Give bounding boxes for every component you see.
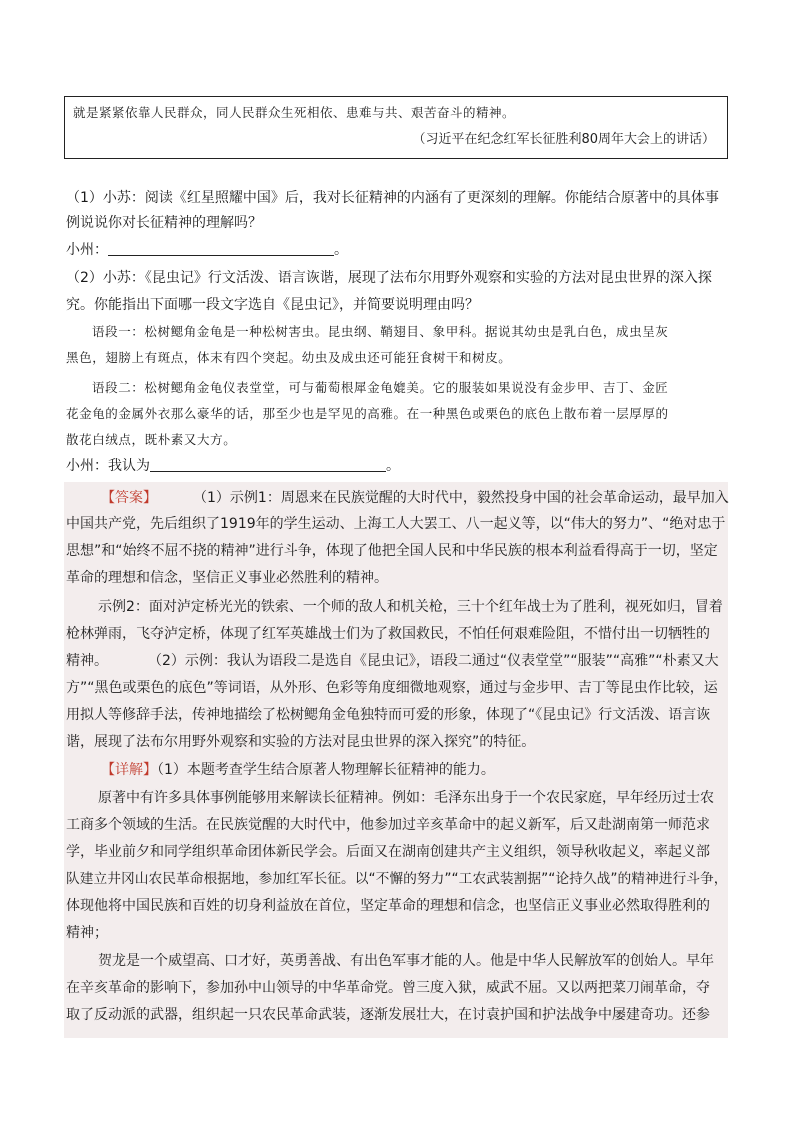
q2-line2: 究。你能指出下面哪一段文字选自《昆虫记》，并简要说明理由吗？ bbox=[66, 297, 479, 313]
detail-line-8: 贺龙是一个威望高、口才好，英勇善战、有出色军事才能的人。他是中华人民解放军的创始人。早年 bbox=[98, 953, 714, 969]
q1-reply-suffix: 。 bbox=[334, 242, 348, 258]
answer-line-10: 谐，展现了法布尔用野外观察和实验的方法对昆虫世界的深入探究”的特征。 bbox=[66, 734, 536, 750]
detail-line-4: 学，毕业前夕和同学组织革命团体新民学会。后面又在湖南创建共产主义组织，领导秋收起义，率起义部 bbox=[66, 844, 710, 860]
answer-line-9: 用拟人等修辞手法，传神地描绘了松树鳃角金龟独特而可爱的形象，体现了“《昆虫记》行文活泼、语言诙 bbox=[66, 707, 711, 723]
quote-box bbox=[64, 96, 728, 159]
answer-line-3: 思想”和“始终不屈不挠的精神”进行斗争，体现了他把全国人民和中华民族的根本利益看得高于一切，坚定 bbox=[66, 543, 718, 559]
q2-reply-suffix: 。 bbox=[386, 458, 400, 474]
q2-para2-line1: 语段二：松树鳃角金龟仪表堂堂，可与葡萄根犀金龟媲美。它的服装如果说没有金步甲、吉丁、金匠 bbox=[92, 380, 669, 395]
answer-line-1-text: （1）示例1：周恩来在民族觉醒的大时代中，毅然投身中国的社会革命运动，最早加入 bbox=[193, 490, 729, 506]
q1-reply bbox=[66, 240, 348, 260]
detail-line-1 bbox=[101, 760, 495, 780]
detail-line-9: 在辛亥革命的影响下，参加孙中山领导的中华革命党。曾三度入狱，威武不屈。又以两把菜刀闹革命，夺 bbox=[66, 980, 710, 996]
q2-para2-line2: 花金龟的金属外衣那么豪华的话，那至少也是罕见的高雅。在一种黑色或栗色的底色上散布着一层厚厚的 bbox=[66, 406, 669, 421]
q2-para2-line3: 散花白绒点，既朴素又大方。 bbox=[66, 432, 237, 447]
answer-line-6: 枪林弹雨，飞夺泸定桥，体现了红军英雄战士们为了救国救民，不怕任何艰难险阻，不惜付出一切牺牲的 bbox=[66, 626, 710, 642]
answer-line-7 bbox=[66, 651, 719, 671]
answer-line-7a: 精神。 bbox=[66, 653, 108, 669]
q1-line1: （1）小苏：阅读《红星照耀中国》后，我对长征精神的内涵有了更深刻的理解。你能结合原著中的具体事 bbox=[66, 190, 719, 206]
q2-para1-line1: 语段一：松树鳃角金龟是一种松树害虫。昆虫纲、鞘翅目、象甲科。据说其幼虫是乳白色，成虫呈灰 bbox=[92, 324, 669, 339]
answer-line-5: 示例2：面对泸定桥光光的铁索、一个师的敌人和机关枪，三十个红年战士为了胜利，视死如归，冒着 bbox=[98, 599, 723, 615]
q2-reply bbox=[66, 456, 400, 476]
answer-line-4: 革命的理想和信念，坚信正义事业必然胜利的精神。 bbox=[66, 570, 388, 586]
detail-line-5: 队建立井冈山农民革命根据地，参加红军长征。以“不懈的努力”“工农武装割据”“论持久战”的精神进行斗争， bbox=[66, 871, 728, 887]
q2-answer-blank[interactable] bbox=[150, 457, 386, 472]
detail-tag: 【详解】 bbox=[101, 762, 157, 778]
answer-line-2: 中国共产党，先后组织了1919年的学生运动、上海工人大罢工、八一起义等，以“伟大的努力”、“绝对忠于 bbox=[66, 516, 726, 532]
q2-para1-line2: 黑色，翅膀上有斑点，体末有四个突起。幼虫及成虫还可能狂食树干和树皮。 bbox=[66, 350, 512, 365]
detail-line-7: 精神； bbox=[66, 925, 108, 941]
q1-answer-blank[interactable] bbox=[108, 241, 334, 256]
answer-line-8: 方”“黑色或栗色的底色”等词语，从外形、色彩等角度细微地观察，通过与金步甲、吉丁等昆虫作比较，运 bbox=[66, 680, 718, 696]
detail-line-10: 取了反动派的武器，组织起一只农民革命武装，逐渐发展壮大，在讨袁护国和护法战争中屡建奇功。还参 bbox=[66, 1007, 710, 1023]
q2-reply-prefix: 小州：我认为 bbox=[66, 458, 150, 474]
quote-text: 就是紧紧依靠人民群众，同人民群众生死相依、患难与共、艰苦奋斗的精神。 bbox=[73, 105, 516, 120]
answer-tag: 【答案】 bbox=[101, 490, 157, 506]
q2-line1: （2）小苏：《昆虫记》行文活泼、语言诙谐，展现了法布尔用野外观察和实验的方法对昆虫世界的深入探 bbox=[66, 270, 712, 286]
detail-line-1-text: （1）本题考查学生结合原著人物理解长征精神的能力。 bbox=[157, 762, 495, 778]
answer-line-7b: （2）示例：我认为语段二是选自《昆虫记》，语段二通过“仪表堂堂”“服装”“高雅”“朴素又大 bbox=[148, 653, 719, 669]
detail-line-6: 体现他将中国民族和百姓的切身利益放在首位，坚定革命的理想和信念，也坚信正义事业必然取得胜利的 bbox=[66, 898, 710, 914]
quote-source: （习近平在纪念红军长征胜利80周年大会上的讲话） bbox=[412, 132, 715, 147]
q1-reply-prefix: 小州： bbox=[66, 242, 108, 258]
detail-line-3: 工商多个领域的生活。在民族觉醒的大时代中，他参加过辛亥革命中的起义新军，后又赴湖南第一师范求 bbox=[66, 817, 710, 833]
answer-line-1 bbox=[101, 488, 729, 508]
q1-line2: 例说说你对长征精神的理解吗？ bbox=[66, 215, 262, 231]
detail-line-2: 原著中有许多具体事例能够用来解读长征精神。例如：毛泽东出身于一个农民家庭，早年经历过士农 bbox=[98, 790, 714, 806]
